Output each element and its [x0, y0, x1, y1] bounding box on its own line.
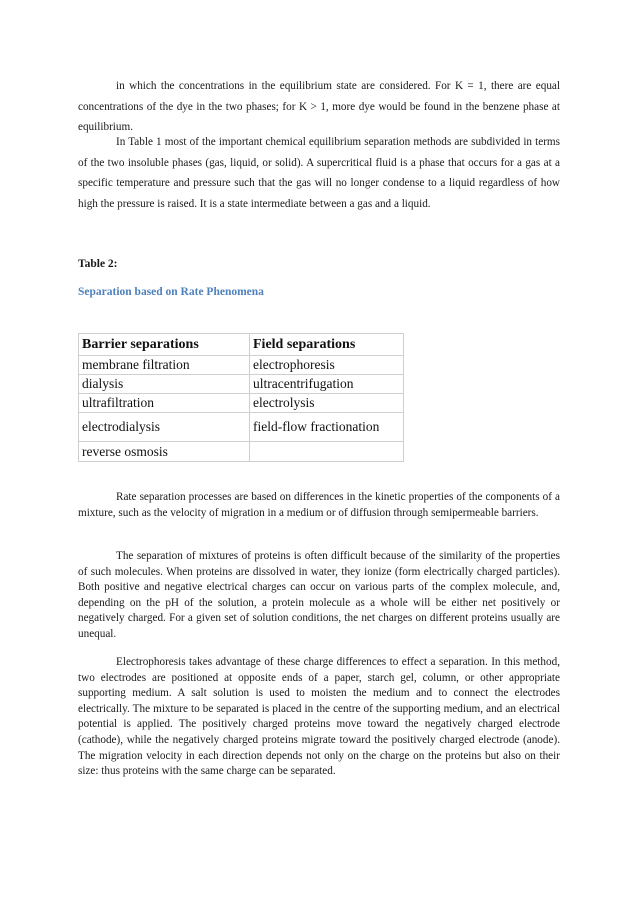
paragraph-rate-separation: Rate separation processes are based on differences in the kinetic properties of the components of a mixture, such as the velocity of migration in a medium or of diffusion through semipermeable barriers. — [78, 491, 560, 519]
table-row — [79, 442, 404, 462]
paragraph-protein-separation: The separation of mixtures of proteins is often difficult because of the similarity of the properties of such molecules. When proteins are dissolved in water, they ionize (form electrically charged particles). Both positive and negative electrical charges can occur on various parts of the complex molecule, and, depending on the pH of the solution, a protein molecule as a whole will be either net positively or negatively charged. For a given set of solution conditions, the net charges on different proteins usually are unequal. — [78, 550, 560, 640]
table-cell: electrophoresis — [250, 356, 404, 375]
table-row — [79, 394, 404, 413]
table-cell: ultracentrifugation — [250, 375, 404, 394]
paragraph-equilibrium-constant: in which the concentrations in the equilibrium state are considered. For K = 1, there are equal concentrations of the dye in the two phases; for K > 1, more dye would be found in the benzene phase at equilibrium. — [78, 80, 560, 133]
rate-separation-table — [78, 333, 404, 462]
table-header-row — [79, 334, 404, 356]
paragraph-table-1-methods: In Table 1 most of the important chemical equilibrium separation methods are subdivided in terms of the two insoluble phases (gas, liquid, or solid). A supercritical fluid is a phase that occurs for a gas at a specific temperature and pressure such that the gas will no longer condense to a liquid regardless of how high the pressure is raised. It is a state intermediate between a gas and a liquid. — [78, 136, 560, 210]
table-caption: Separation based on Rate Phenomena — [78, 286, 264, 298]
table-header-cell: Field separations — [250, 334, 404, 356]
table-header-cell: Barrier separations — [79, 334, 250, 356]
table-cell: membrane filtration — [79, 356, 250, 375]
table-label: Table 2: — [78, 258, 118, 270]
table-row — [79, 413, 404, 442]
table-cell: electrodialysis — [79, 413, 250, 442]
table-cell: electrolysis — [250, 394, 404, 413]
table-cell — [250, 442, 404, 462]
table-cell: ultrafiltration — [79, 394, 250, 413]
table-row — [79, 375, 404, 394]
paragraph-electrophoresis: Electrophoresis takes advantage of these charge differences to effect a separation. In this method, two electrodes are positioned at opposite ends of a paper, starch gel, column, or other appropriate supporting medium. A salt solution is used to moisten the medium and to connect the electrodes electrically. The mixture to be separated is placed in the centre of the supporting medium, and an electrical potential is applied. The positively charged proteins move toward the negatively charged electrode (cathode), while the negatively charged proteins migrate toward the positively charged electrode (anode). The migration velocity in each direction depends not only on the charge on the proteins but also on their size: thus proteins with the same charge can be separated. — [78, 656, 560, 778]
table-cell: reverse osmosis — [79, 442, 250, 462]
table-row — [79, 356, 404, 375]
table-cell: dialysis — [79, 375, 250, 394]
table-cell: field-flow fractionation — [250, 413, 404, 442]
